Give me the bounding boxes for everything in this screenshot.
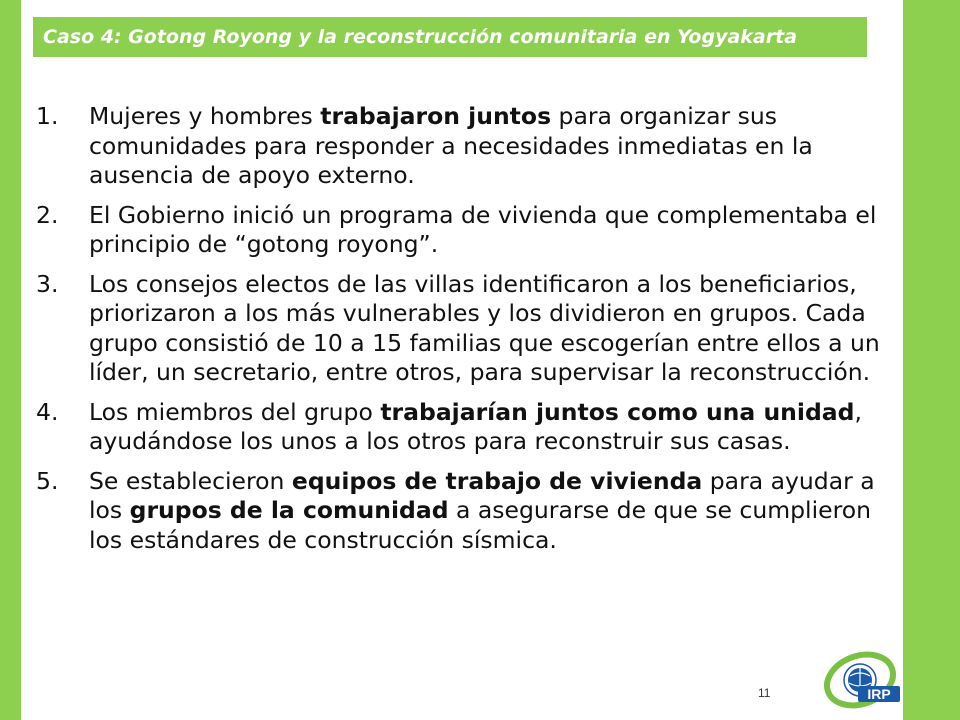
numbered-list <box>36 102 898 565</box>
item-text-bold: equipos de trabajo de vivienda <box>291 466 703 495</box>
logo-text: IRP <box>867 686 891 702</box>
item-number: 1. <box>36 102 59 130</box>
item-number: 4. <box>36 397 59 426</box>
irp-globe-logo <box>810 646 910 710</box>
list-item <box>36 398 898 457</box>
item-text-bold: trabajarían juntos como una unidad <box>380 397 855 426</box>
item-number: 3. <box>36 269 59 298</box>
item-text: para ayudar a los <box>89 466 875 524</box>
slide-title: Caso 4: Gotong Royong y la reconstrucción comunitaria en Yogyakarta <box>43 26 798 48</box>
left-accent-bar <box>0 0 21 720</box>
item-text: Se establecieron <box>89 466 292 495</box>
list-item <box>36 201 898 260</box>
list-item <box>36 467 898 556</box>
item-text: Los consejos electos de las villas identificaron a los beneficiarios, priorizaron a los más vulnerables y los dividieron en grupos. Cada grupo consistió de 10 a 15 familias que escogerían entre ellos a un líder, un secretario, entre otros, para supervisar la reconstrucción. <box>89 269 880 386</box>
item-number: 2. <box>36 200 59 229</box>
list-item <box>36 102 898 191</box>
item-text: El Gobierno inició un programa de vivienda que complementaba el principio de “gotong royong”. <box>89 200 877 258</box>
item-text: , ayudándose los unos a los otros para reconstruir sus casas. <box>89 397 862 455</box>
item-text: a asegurarse de que se cumplieron los estándares de construcción sísmica. <box>89 496 871 554</box>
right-accent-bar <box>903 0 960 720</box>
item-text: para organizar sus comunidades para responder a necesidades inmediatas en la ausencia de apoyo externo. <box>89 102 813 189</box>
list-item <box>36 270 898 388</box>
item-text-bold: trabajaron juntos <box>320 102 552 130</box>
item-text: Mujeres y hombres <box>89 102 321 130</box>
page-number: 11 <box>758 686 771 700</box>
item-number: 5. <box>36 466 59 495</box>
item-text: Los miembros del grupo <box>89 397 381 426</box>
item-text-bold: grupos de la comunidad <box>129 496 449 524</box>
